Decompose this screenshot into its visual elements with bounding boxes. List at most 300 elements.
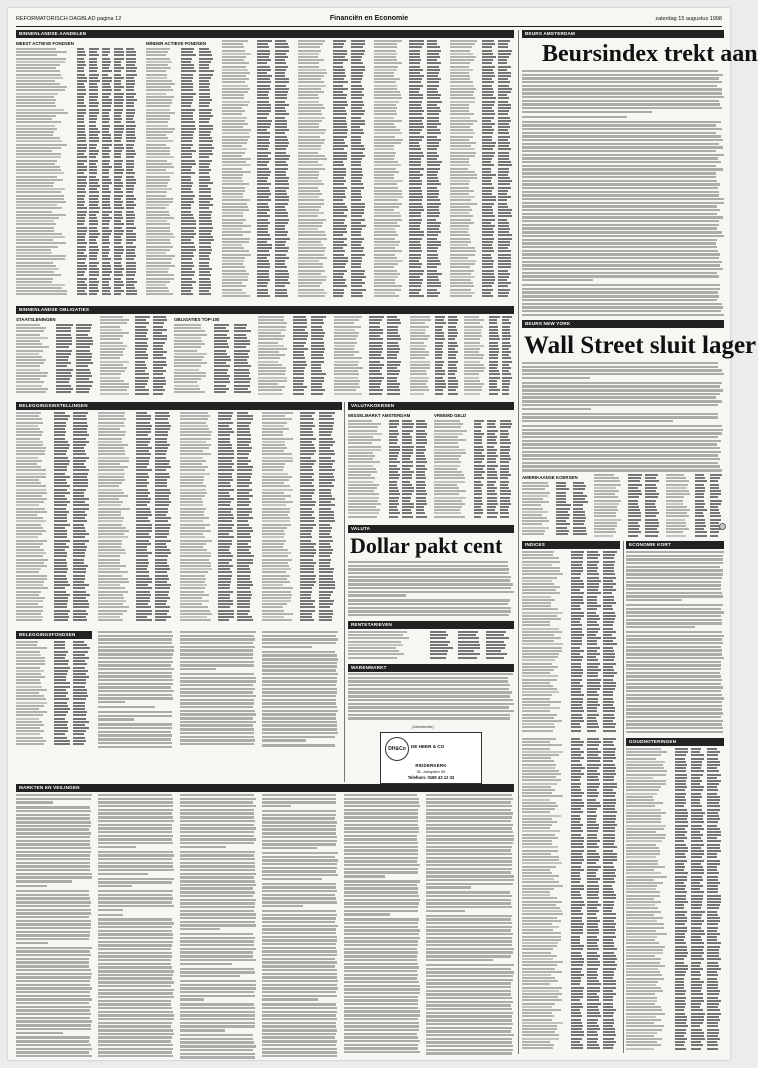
row-value-placeholder — [155, 489, 169, 491]
row-value-placeholder — [351, 279, 362, 281]
row-label-placeholder — [146, 185, 167, 187]
row-value-placeholder — [387, 354, 397, 356]
row-value-placeholder — [402, 455, 411, 457]
row-label-placeholder — [298, 196, 319, 198]
row-value-placeholder — [89, 188, 97, 190]
row-label-placeholder — [16, 330, 44, 332]
row-value-placeholder — [293, 322, 307, 324]
row-label-placeholder — [16, 514, 37, 516]
row-label-placeholder — [348, 497, 379, 499]
row-value-placeholder — [409, 193, 422, 195]
row-label-placeholder — [16, 375, 47, 377]
row-value-placeholder — [482, 279, 494, 281]
row-value-placeholder — [199, 77, 212, 79]
row-value-placeholder — [502, 389, 510, 391]
row-value-placeholder — [199, 169, 211, 171]
row-value-placeholder — [199, 188, 211, 190]
row-value-placeholder — [114, 274, 123, 276]
row-value-placeholder — [234, 375, 249, 377]
row-label-placeholder — [222, 110, 245, 112]
row-value-placeholder — [56, 343, 72, 345]
row-value-placeholder — [427, 260, 440, 262]
row-value-placeholder — [409, 120, 421, 122]
row-value-placeholder — [319, 489, 330, 491]
row-label-placeholder — [258, 393, 283, 395]
text-line-placeholder — [180, 642, 253, 644]
row-value-placeholder — [319, 581, 335, 583]
row-label-placeholder — [16, 606, 43, 608]
row-label-placeholder — [298, 206, 321, 208]
row-value-placeholder — [73, 555, 85, 557]
row-label-placeholder — [16, 438, 40, 440]
row-value-placeholder — [319, 450, 333, 452]
row-value-placeholder — [114, 64, 121, 66]
row-value-placeholder — [275, 62, 286, 64]
row-value-placeholder — [409, 59, 420, 61]
row-value-placeholder — [333, 158, 346, 160]
row-value-placeholder — [257, 104, 270, 106]
row-value-placeholder — [333, 234, 343, 236]
row-value-placeholder — [333, 244, 347, 246]
row-value-placeholder — [427, 209, 439, 211]
row-value-placeholder — [77, 115, 84, 117]
row-value-placeholder — [237, 482, 252, 484]
row-label-placeholder — [16, 412, 41, 414]
row-value-placeholder — [409, 139, 421, 141]
row-label-placeholder — [16, 575, 47, 577]
row-label-placeholder — [146, 86, 171, 88]
row-value-placeholder — [474, 461, 482, 463]
row-value-placeholder — [275, 219, 290, 221]
row-value-placeholder — [427, 276, 438, 278]
row-value-placeholder — [482, 203, 494, 205]
row-value-placeholder — [214, 385, 225, 387]
row-value-placeholder — [181, 131, 194, 133]
row-value-placeholder — [181, 268, 192, 270]
row-value-placeholder — [427, 177, 438, 179]
row-value-placeholder — [234, 388, 247, 390]
text-line-placeholder — [180, 724, 253, 726]
row-label-placeholder — [174, 378, 201, 380]
row-value-placeholder — [319, 453, 335, 455]
row-value-placeholder — [77, 144, 87, 146]
row-label-placeholder — [262, 482, 284, 484]
row-value-placeholder — [275, 88, 289, 90]
row-value-placeholder — [155, 533, 168, 535]
row-value-placeholder — [275, 129, 289, 131]
row-label-placeholder — [348, 433, 382, 435]
row-value-placeholder — [181, 233, 195, 235]
row-value-placeholder — [498, 187, 511, 189]
row-value-placeholder — [73, 457, 89, 459]
row-label-placeholder — [98, 444, 128, 446]
row-value-placeholder — [126, 220, 133, 222]
row-value-placeholder — [448, 345, 458, 347]
row-value-placeholder — [500, 439, 510, 441]
row-value-placeholder — [275, 180, 288, 182]
row-value-placeholder — [89, 125, 96, 127]
row-value-placeholder — [257, 270, 268, 272]
row-value-placeholder — [102, 220, 111, 222]
row-label-placeholder — [146, 274, 174, 276]
row-value-placeholder — [416, 433, 427, 435]
row-value-placeholder — [218, 546, 230, 548]
row-value-placeholder — [114, 156, 121, 158]
row-value-placeholder — [409, 101, 421, 103]
row-label-placeholder — [146, 150, 170, 152]
row-value-placeholder — [181, 265, 193, 267]
row-value-placeholder — [427, 279, 439, 281]
row-value-placeholder — [77, 233, 86, 235]
row-value-placeholder — [181, 64, 194, 66]
row-value-placeholder — [300, 418, 314, 420]
row-label-placeholder — [258, 373, 285, 375]
text-line-placeholder — [98, 718, 134, 720]
row-value-placeholder — [351, 78, 362, 80]
row-value-placeholder — [126, 137, 136, 139]
row-value-placeholder — [487, 449, 497, 451]
row-value-placeholder — [199, 179, 210, 181]
row-value-placeholder — [293, 342, 306, 344]
row-value-placeholder — [409, 75, 424, 77]
row-value-placeholder — [181, 77, 193, 79]
issue-date: zaterdag 15 augustus 1998 — [655, 16, 722, 22]
row-label-placeholder — [16, 702, 47, 704]
row-value-placeholder — [333, 107, 344, 109]
row-value-placeholder — [102, 102, 112, 104]
row-value-placeholder — [402, 516, 412, 518]
row-value-placeholder — [333, 94, 347, 96]
row-value-placeholder — [73, 422, 86, 424]
row-value-placeholder — [54, 485, 70, 487]
row-value-placeholder — [102, 80, 112, 82]
row-value-placeholder — [76, 324, 92, 326]
row-value-placeholder — [218, 584, 230, 586]
row-value-placeholder — [181, 80, 192, 82]
row-label-placeholder — [262, 543, 284, 545]
row-value-placeholder — [319, 428, 333, 430]
row-value-placeholder — [257, 107, 270, 109]
row-value-placeholder — [136, 485, 147, 487]
row-value-placeholder — [409, 88, 420, 90]
row-value-placeholder — [54, 651, 68, 653]
row-value-placeholder — [199, 278, 210, 280]
row-value-placeholder — [89, 54, 98, 56]
text-line-placeholder — [98, 711, 172, 713]
row-label-placeholder — [98, 587, 125, 589]
row-value-placeholder — [155, 460, 170, 462]
row-label-placeholder — [334, 364, 358, 366]
row-label-placeholder — [374, 225, 400, 227]
row-label-placeholder — [146, 112, 175, 114]
row-value-placeholder — [181, 227, 196, 229]
row-label-placeholder — [464, 383, 484, 385]
row-value-placeholder — [136, 508, 150, 510]
row-value-placeholder — [409, 145, 420, 147]
row-value-placeholder — [369, 351, 381, 353]
row-value-placeholder — [77, 121, 84, 123]
row-label-placeholder — [262, 584, 283, 586]
row-label-placeholder — [298, 126, 319, 128]
row-value-placeholder — [498, 289, 509, 291]
row-label-placeholder — [258, 377, 287, 379]
row-value-placeholder — [126, 125, 136, 127]
row-value-placeholder — [275, 225, 286, 227]
row-value-placeholder — [181, 255, 194, 257]
row-value-placeholder — [435, 351, 443, 353]
row-value-placeholder — [136, 466, 147, 468]
row-value-placeholder — [257, 228, 268, 230]
row-value-placeholder — [275, 81, 289, 83]
row-value-placeholder — [409, 215, 421, 217]
row-value-placeholder — [257, 120, 272, 122]
row-label-placeholder — [16, 578, 47, 580]
row-label-placeholder — [180, 469, 205, 471]
row-value-placeholder — [136, 555, 147, 557]
row-value-placeholder — [369, 389, 383, 391]
row-value-placeholder — [155, 552, 171, 554]
row-label-placeholder — [374, 152, 396, 154]
row-label-placeholder — [298, 219, 326, 221]
row-label-placeholder — [16, 287, 62, 289]
row-value-placeholder — [257, 190, 270, 192]
row-value-placeholder — [153, 370, 167, 372]
row-value-placeholder — [498, 97, 509, 99]
row-value-placeholder — [300, 578, 315, 580]
row-value-placeholder — [402, 461, 412, 463]
row-label-placeholder — [16, 743, 44, 745]
row-value-placeholder — [155, 434, 168, 436]
row-value-placeholder — [498, 136, 509, 138]
row-value-placeholder — [77, 89, 86, 91]
text-line-placeholder — [262, 638, 338, 640]
row-value-placeholder — [498, 40, 510, 42]
row-label-placeholder — [222, 273, 249, 275]
row-label-placeholder — [146, 265, 175, 267]
row-value-placeholder — [126, 271, 136, 273]
row-value-placeholder — [409, 196, 423, 198]
row-label-placeholder — [374, 257, 397, 259]
row-value-placeholder — [155, 584, 170, 586]
row-value-placeholder — [300, 533, 311, 535]
row-value-placeholder — [114, 239, 122, 241]
row-value-placeholder — [54, 673, 67, 675]
row-value-placeholder — [275, 228, 285, 230]
row-label-placeholder — [16, 705, 44, 707]
text-line-placeholder — [98, 697, 173, 699]
row-value-placeholder — [199, 137, 212, 139]
row-value-placeholder — [482, 126, 491, 128]
section-header-valutakoersen: VALUTAKOERSEN — [348, 402, 514, 410]
row-value-placeholder — [237, 447, 252, 449]
text-line-placeholder — [180, 680, 256, 682]
row-label-placeholder — [450, 177, 477, 179]
row-value-placeholder — [181, 99, 193, 101]
row-label-placeholder — [298, 81, 324, 83]
row-value-placeholder — [351, 295, 363, 297]
row-value-placeholder — [409, 40, 423, 42]
row-value-placeholder — [218, 469, 234, 471]
row-value-placeholder — [89, 284, 98, 286]
row-label-placeholder — [374, 260, 403, 262]
row-value-placeholder — [102, 268, 112, 270]
row-label-placeholder — [450, 295, 472, 297]
row-value-placeholder — [333, 168, 346, 170]
row-label-placeholder — [146, 262, 171, 264]
row-label-placeholder — [146, 109, 170, 111]
row-value-placeholder — [409, 234, 424, 236]
row-value-placeholder — [474, 465, 485, 467]
row-value-placeholder — [155, 428, 169, 430]
row-label-placeholder — [450, 56, 476, 58]
row-label-placeholder — [16, 466, 41, 468]
row-value-placeholder — [73, 418, 87, 420]
table-row — [180, 619, 256, 622]
row-value-placeholder — [333, 231, 347, 233]
row-label-placeholder — [98, 578, 128, 580]
text-line-placeholder — [262, 702, 336, 704]
row-value-placeholder — [89, 74, 99, 76]
row-value-placeholder — [73, 552, 84, 554]
row-value-placeholder — [319, 546, 331, 548]
row-label-placeholder — [98, 482, 122, 484]
row-value-placeholder — [300, 504, 315, 506]
row-label-placeholder — [98, 501, 123, 503]
row-value-placeholder — [257, 88, 271, 90]
row-label-placeholder — [298, 53, 319, 55]
row-label-placeholder — [16, 415, 39, 417]
row-value-placeholder — [89, 48, 99, 50]
row-label-placeholder — [258, 370, 286, 372]
row-value-placeholder — [351, 196, 363, 198]
row-label-placeholder — [410, 367, 430, 369]
row-label-placeholder — [222, 260, 244, 262]
row-label-placeholder — [16, 695, 44, 697]
row-label-placeholder — [180, 438, 211, 440]
row-label-placeholder — [464, 338, 480, 340]
row-label-placeholder — [180, 606, 208, 608]
row-label-placeholder — [16, 733, 40, 735]
row-value-placeholder — [300, 412, 315, 414]
row-label-placeholder — [374, 234, 398, 236]
row-value-placeholder — [498, 254, 511, 256]
row-value-placeholder — [275, 117, 285, 119]
row-value-placeholder — [73, 619, 86, 621]
row-value-placeholder — [311, 370, 322, 372]
row-value-placeholder — [489, 322, 497, 324]
row-value-placeholder — [73, 606, 89, 608]
row-value-placeholder — [387, 361, 401, 363]
row-value-placeholder — [257, 171, 270, 173]
row-value-placeholder — [275, 145, 288, 147]
row-value-placeholder — [136, 536, 151, 538]
row-label-placeholder — [16, 337, 48, 339]
row-label-placeholder — [298, 132, 325, 134]
row-value-placeholder — [89, 239, 96, 241]
row-value-placeholder — [73, 682, 86, 684]
row-label-placeholder — [16, 61, 65, 63]
row-value-placeholder — [500, 465, 508, 467]
row-value-placeholder — [275, 250, 288, 252]
row-value-placeholder — [319, 438, 333, 440]
row-value-placeholder — [76, 372, 90, 374]
row-value-placeholder — [54, 676, 65, 678]
row-value-placeholder — [474, 477, 484, 479]
row-value-placeholder — [474, 468, 483, 470]
row-value-placeholder — [474, 449, 485, 451]
row-value-placeholder — [56, 385, 71, 387]
row-label-placeholder — [464, 351, 479, 353]
row-value-placeholder — [153, 377, 166, 379]
row-value-placeholder — [333, 123, 346, 125]
text-line-placeholder — [180, 691, 253, 693]
row-label-placeholder — [222, 164, 251, 166]
row-value-placeholder — [89, 163, 96, 165]
row-value-placeholder — [300, 428, 312, 430]
row-value-placeholder — [102, 258, 111, 260]
row-label-placeholder — [16, 185, 53, 187]
row-label-placeholder — [298, 59, 324, 61]
row-value-placeholder — [89, 77, 98, 79]
row-label-placeholder — [262, 412, 293, 414]
row-label-placeholder — [450, 91, 474, 93]
row-label-placeholder — [464, 342, 480, 344]
row-label-placeholder — [180, 422, 206, 424]
row-value-placeholder — [54, 466, 67, 468]
row-value-placeholder — [237, 489, 252, 491]
text-block — [98, 631, 174, 748]
row-label-placeholder — [16, 670, 44, 672]
row-label-placeholder — [374, 247, 395, 249]
row-value-placeholder — [427, 43, 437, 45]
row-value-placeholder — [351, 85, 362, 87]
row-label-placeholder — [450, 254, 475, 256]
row-value-placeholder — [126, 293, 136, 295]
row-label-placeholder — [16, 581, 44, 583]
row-value-placeholder — [257, 231, 268, 233]
row-value-placeholder — [114, 271, 122, 273]
row-value-placeholder — [102, 99, 112, 101]
row-value-placeholder — [199, 268, 212, 270]
row-value-placeholder — [89, 230, 97, 232]
row-value-placeholder — [427, 212, 440, 214]
row-value-placeholder — [126, 290, 136, 292]
row-value-placeholder — [409, 66, 420, 68]
row-value-placeholder — [76, 359, 91, 361]
row-value-placeholder — [136, 546, 147, 548]
row-value-placeholder — [237, 485, 248, 487]
row-value-placeholder — [218, 517, 234, 519]
row-value-placeholder — [389, 471, 398, 473]
row-label-placeholder — [16, 255, 66, 257]
row-label-placeholder — [16, 230, 54, 232]
row-value-placeholder — [502, 319, 509, 321]
row-label-placeholder — [16, 441, 43, 443]
row-label-placeholder — [174, 337, 201, 339]
row-value-placeholder — [448, 338, 455, 340]
row-value-placeholder — [482, 289, 493, 291]
row-label-placeholder — [374, 101, 399, 103]
row-value-placeholder — [89, 290, 99, 292]
row-value-placeholder — [482, 145, 495, 147]
row-value-placeholder — [409, 117, 424, 119]
row-value-placeholder — [333, 43, 343, 45]
row-value-placeholder — [181, 239, 191, 241]
row-value-placeholder — [333, 129, 348, 131]
row-value-placeholder — [502, 357, 512, 359]
row-value-placeholder — [218, 463, 233, 465]
row-value-placeholder — [54, 695, 66, 697]
